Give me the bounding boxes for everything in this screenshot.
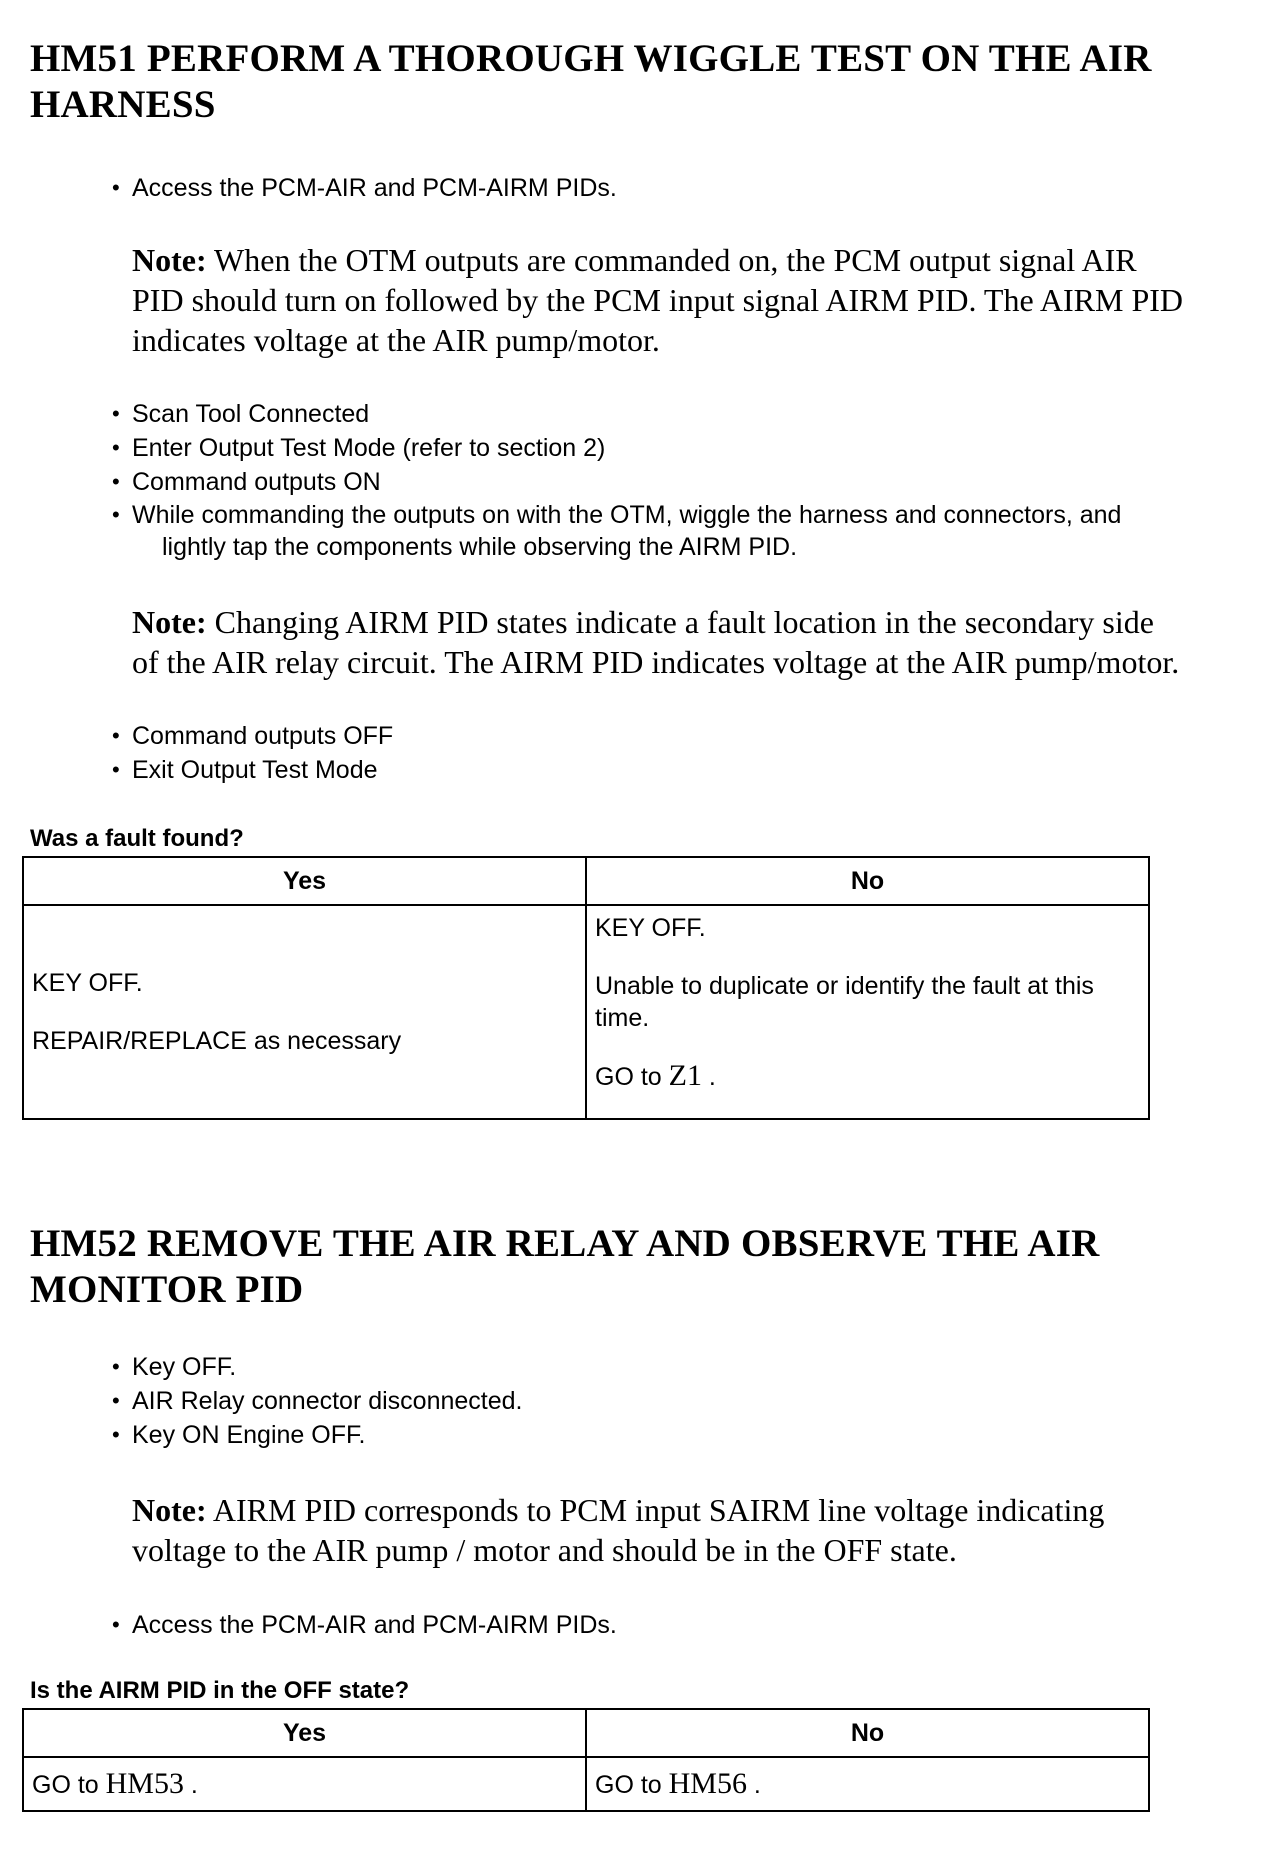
title-line: HARNESS — [30, 83, 216, 126]
bullet-item: • Access the PCM-AIR and PCM-AIRM PIDs. — [110, 1608, 617, 1642]
note-block — [132, 1490, 1242, 1570]
question-text: Is the AIRM PID in the OFF state? — [30, 1677, 410, 1704]
section-hm52-title — [30, 1221, 1220, 1313]
table-header-row — [23, 1709, 1149, 1757]
cell-text: KEY OFF. — [595, 914, 706, 942]
bullet-item: • Exit Output Test Mode — [110, 753, 393, 787]
bullet-item: • Scan Tool Connected — [110, 397, 1121, 431]
result-table — [22, 1708, 1150, 1812]
note-text: indicates voltage at the AIR pump/motor. — [132, 322, 660, 358]
note-label: Note: — [132, 604, 207, 640]
no-cell — [586, 1757, 1149, 1811]
question-text: Was a fault found? — [30, 825, 244, 852]
cell-text: KEY OFF. — [32, 969, 143, 997]
go-to-prefix: GO to — [32, 1770, 106, 1799]
bullet-list — [110, 1350, 523, 1452]
go-to-link[interactable]: Z1 — [668, 1059, 702, 1092]
bullet-item: • Access the PCM-AIR and PCM-AIRM PIDs. — [110, 171, 617, 205]
bullet-item: • Key ON Engine OFF. — [110, 1418, 523, 1452]
bullet-text-continued: lightly tap the components while observing the AIRM PID. — [162, 533, 798, 561]
title-line: MONITOR PID — [30, 1268, 304, 1311]
table-row — [23, 905, 1149, 1119]
go-to-link[interactable]: HM56 — [668, 1766, 747, 1800]
note-label: Note: — [132, 242, 207, 278]
go-to-link[interactable]: HM53 — [105, 1766, 184, 1800]
note-text: of the AIR relay circuit. The AIRM PID indicates voltage at the AIR pump/motor. — [132, 644, 1180, 680]
go-to-line — [595, 1060, 1140, 1093]
column-header-no: No — [586, 857, 1149, 905]
bullet-list — [110, 397, 1121, 563]
go-to-suffix: . — [746, 1770, 761, 1799]
note-label: Note: — [132, 1492, 207, 1528]
go-to-suffix: . — [701, 1063, 716, 1091]
bullet-item — [110, 499, 1121, 563]
go-to-prefix: GO to — [595, 1770, 669, 1799]
bullet-item: • Enter Output Test Mode (refer to section 2) — [110, 431, 1121, 465]
bullet-text: While commanding the outputs on with the OTM, wiggle the harness and connectors, and — [132, 501, 1122, 529]
note-text: AIRM PID corresponds to PCM input SAIRM line voltage indicating — [212, 1492, 1105, 1528]
section-hm51-title — [30, 36, 1220, 128]
note-text: When the OTM outputs are commanded on, the PCM output signal AIR — [214, 242, 1137, 278]
title-line: HM51 PERFORM A THOROUGH WIGGLE TEST ON THE AIR — [30, 37, 1152, 80]
bullet-item: • AIR Relay connector disconnected. — [110, 1384, 523, 1418]
table-row — [23, 1757, 1149, 1811]
go-to-suffix: . — [183, 1770, 198, 1799]
column-header-no: No — [586, 1709, 1149, 1757]
note-text: Changing AIRM PID states indicate a fault location in the secondary side — [214, 604, 1154, 640]
go-to-prefix: GO to — [595, 1063, 669, 1091]
yes-cell — [23, 1757, 586, 1811]
bullet-item: • Command outputs ON — [110, 465, 1121, 499]
title-line: HM52 REMOVE THE AIR RELAY AND OBSERVE THE AIR — [30, 1222, 1100, 1265]
note-block — [132, 240, 1242, 360]
bullet-list — [110, 719, 393, 787]
result-table — [22, 856, 1150, 1120]
note-text: voltage to the AIR pump / motor and should be in the OFF state. — [132, 1532, 957, 1568]
bullet-list — [110, 1608, 617, 1642]
cell-text: REPAIR/REPLACE as necessary — [32, 1027, 402, 1055]
cell-text: Unable to duplicate or identify the fault at this time. — [595, 972, 1094, 1032]
bullet-item: • Key OFF. — [110, 1350, 523, 1384]
table-header-row — [23, 857, 1149, 905]
no-cell — [586, 905, 1149, 1119]
column-header-yes: Yes — [23, 1709, 586, 1757]
column-header-yes: Yes — [23, 857, 586, 905]
bullet-item: • Command outputs OFF — [110, 719, 393, 753]
bullet-list — [110, 171, 617, 205]
note-block — [132, 602, 1242, 682]
note-text: PID should turn on followed by the PCM input signal AIRM PID. The AIRM PID — [132, 282, 1183, 318]
yes-cell — [23, 905, 586, 1119]
